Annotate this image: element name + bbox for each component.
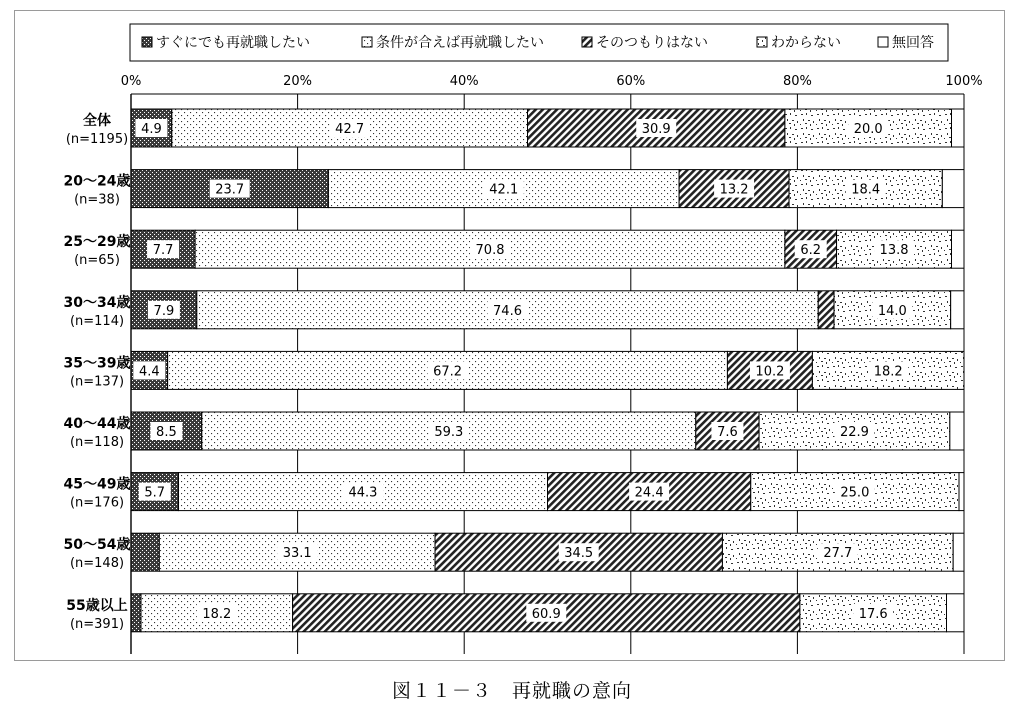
category-label: 35～39歳 bbox=[63, 355, 131, 372]
value-label: 7.9 bbox=[153, 303, 175, 319]
bar-segment bbox=[818, 291, 834, 329]
legend-entry: すぐにでも再就職したい bbox=[156, 35, 310, 51]
value-label: 25.0 bbox=[840, 485, 870, 501]
value-label: 5.7 bbox=[144, 485, 166, 501]
legend-swatch bbox=[757, 37, 767, 47]
value-label: 13.8 bbox=[879, 243, 909, 259]
value-label: 27.7 bbox=[823, 546, 853, 562]
category-n-label: (n=38) bbox=[74, 192, 120, 208]
category-label: 30～34歳 bbox=[63, 294, 131, 311]
category-n-label: (n=1195) bbox=[65, 132, 129, 147]
legend-swatch bbox=[582, 37, 592, 47]
legend-swatch bbox=[878, 37, 888, 47]
legend-entry: わからない bbox=[771, 35, 841, 51]
legend-entry: そのつもりはない bbox=[596, 35, 708, 51]
value-label: 59.3 bbox=[434, 425, 464, 440]
value-label: 18.4 bbox=[851, 182, 881, 198]
value-label: 42.7 bbox=[335, 122, 365, 137]
value-label: 67.2 bbox=[433, 364, 463, 380]
x-tick-label: 0% bbox=[120, 74, 142, 89]
category-label: 45～49歳 bbox=[63, 476, 131, 493]
value-label: 42.1 bbox=[489, 182, 519, 198]
legend bbox=[130, 24, 948, 61]
category-n-label: (n=114) bbox=[69, 313, 125, 329]
value-label: 6.2 bbox=[800, 243, 822, 259]
bar-segment bbox=[952, 109, 964, 147]
value-label: 22.9 bbox=[839, 425, 869, 440]
value-label: 70.8 bbox=[475, 243, 505, 259]
value-label: 10.2 bbox=[755, 364, 785, 380]
category-n-label: (n=148) bbox=[69, 556, 125, 572]
value-label: 33.1 bbox=[282, 546, 312, 562]
value-label: 4.9 bbox=[141, 122, 162, 137]
legend-swatch bbox=[142, 37, 152, 47]
x-tick-label: 60% bbox=[616, 74, 646, 89]
category-n-label: (n=65) bbox=[74, 253, 120, 269]
value-label: 23.7 bbox=[215, 182, 245, 198]
x-tick-label: 80% bbox=[782, 74, 812, 89]
bar-segment bbox=[131, 533, 159, 571]
bar-segment bbox=[959, 473, 964, 511]
value-label: 60.9 bbox=[531, 606, 561, 622]
value-label: 18.2 bbox=[873, 364, 903, 380]
legend-entry: 無回答 bbox=[892, 35, 934, 51]
category-label: 20～24歳 bbox=[63, 173, 131, 190]
bar-segment bbox=[951, 291, 964, 329]
bar-segment bbox=[131, 594, 141, 632]
x-tick-label: 20% bbox=[283, 74, 313, 89]
value-label: 34.5 bbox=[564, 546, 594, 562]
value-label: 4.4 bbox=[138, 364, 160, 380]
bar-segment bbox=[947, 594, 964, 632]
category-label: 25～29歳 bbox=[63, 234, 131, 251]
category-n-label: (n=137) bbox=[69, 374, 125, 390]
bar-segment bbox=[950, 412, 964, 450]
value-label: 17.6 bbox=[858, 606, 888, 622]
value-label: 30.9 bbox=[641, 122, 671, 137]
bar-segment bbox=[942, 170, 964, 208]
category-n-label: (n=391) bbox=[69, 616, 125, 632]
value-label: 7.7 bbox=[152, 243, 174, 259]
value-label: 13.2 bbox=[719, 182, 749, 198]
value-label: 44.3 bbox=[348, 485, 378, 501]
value-label: 20.0 bbox=[853, 122, 883, 137]
value-label: 18.2 bbox=[202, 606, 232, 622]
value-label: 8.5 bbox=[156, 425, 177, 440]
value-label: 14.0 bbox=[877, 303, 907, 319]
value-label: 7.6 bbox=[717, 425, 738, 440]
bar-segment bbox=[953, 533, 964, 571]
category-n-label: (n=176) bbox=[69, 495, 125, 511]
value-label: 24.4 bbox=[634, 485, 664, 501]
x-tick-label: 100% bbox=[945, 74, 983, 89]
value-label: 74.6 bbox=[493, 303, 522, 319]
category-n-label: (n=118) bbox=[69, 435, 125, 450]
category-label: 50～54歳 bbox=[63, 537, 131, 554]
legend-entry: 条件が合えば再就職したい bbox=[376, 35, 544, 51]
category-label: 40～44歳 bbox=[63, 416, 131, 432]
bar-segment bbox=[952, 230, 964, 268]
x-tick-label: 40% bbox=[449, 74, 479, 89]
legend-swatch bbox=[362, 37, 372, 47]
figure-caption: 図１１－３ 再就職の意向 bbox=[391, 680, 632, 702]
category-label: 全体 bbox=[83, 113, 111, 129]
category-label: 55歳以上 bbox=[66, 597, 128, 614]
